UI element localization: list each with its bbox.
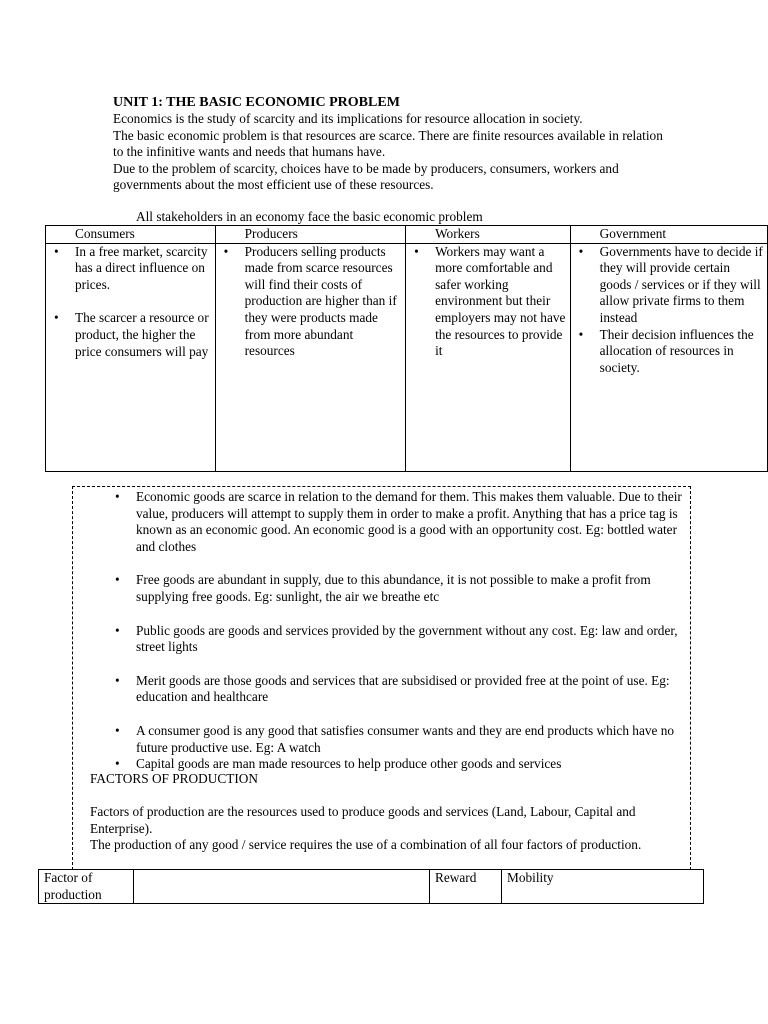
header-government: Government [570,226,767,244]
list-item: • Governments have to decide if they will provide certain goods / services or if they will allow private firms to them instead [600,244,763,327]
header-factor: Factor of production [39,870,134,904]
header-producers: Producers [215,226,405,244]
intro-text [113,111,673,194]
list-item: • Free goods are abundant in supply, due to this abundance, it is not possible to make a profit from supplying free goods. Eg: sunlight, the air we breathe etc [136,572,686,605]
header-consumers: Consumers [46,226,216,244]
intro-paragraph: Economics is the study of scarcity and its implications for resource allocation in society. [113,111,583,126]
header-workers: Workers [406,226,571,244]
list-item: • Economic goods are scarce in relation to the demand for them. This makes them valuable. Due to their value, producers will attempt to supply them in order to make a profit. Anything that has a price tag is known as an economic good. An economic good is a good with an opportunity cost. Eg: bottled water and clothes [136,489,686,555]
page-title: UNIT 1: THE BASIC ECONOMIC PROBLEM [113,95,400,110]
header-description [134,870,430,904]
list-item: • In a free market, scarcity has a direct influence on prices. [75,244,211,294]
producers-cell [215,243,405,471]
list-item: • Producers selling products made from scarce resources will find their costs of production are higher than if they were products made from more abundant resources [245,244,401,360]
table-caption: All stakeholders in an economy face the basic economic problem [136,209,483,224]
list-item: • A consumer good is any good that satisfies consumer wants and they are end products which have no future productive use. Eg: A watch [136,723,686,756]
stakeholders-table [45,225,768,472]
list-item: • Their decision influences the allocation of resources in society. [600,327,763,377]
government-cell [570,243,767,471]
list-item: • Merit goods are those goods and services that are subsidised or provided free at the point of use. Eg: education and healthcare [136,673,686,706]
intro-paragraph: The basic economic problem is that resources are scarce. There are finite resources available in relation to the infinitive wants and needs that humans have. [113,127,663,160]
workers-cell [406,243,571,471]
list-item: • Public goods are goods and services provided by the government without any cost. Eg: law and order, street lights [136,623,686,656]
intro-paragraph: Due to the problem of scarcity, choices have to be made by producers, consumers, workers and governments about the most efficient use of these resources. [113,160,619,193]
header-mobility: Mobility [502,870,704,904]
factors-text [90,804,680,854]
factors-paragraph: Factors of production are the resources used to produce goods and services (Land, Labour, Capital and Enterprise). [90,804,636,836]
header-reward: Reward [430,870,502,904]
factors-paragraph: The production of any good / service requires the use of a combination of all four factors of production. [90,837,642,853]
section-heading: FACTORS OF PRODUCTION [90,771,258,786]
goods-list [136,489,686,773]
factors-table [38,869,704,904]
list-item: • Workers may want a more comfortable and safer working environment but their employers may not have the resources to provide it [435,244,566,360]
list-item: • Capital goods are man made resources to help produce other goods and services [136,756,686,773]
consumers-cell [46,243,216,471]
list-item: • The scarcer a resource or product, the higher the price consumers will pay [75,310,211,360]
